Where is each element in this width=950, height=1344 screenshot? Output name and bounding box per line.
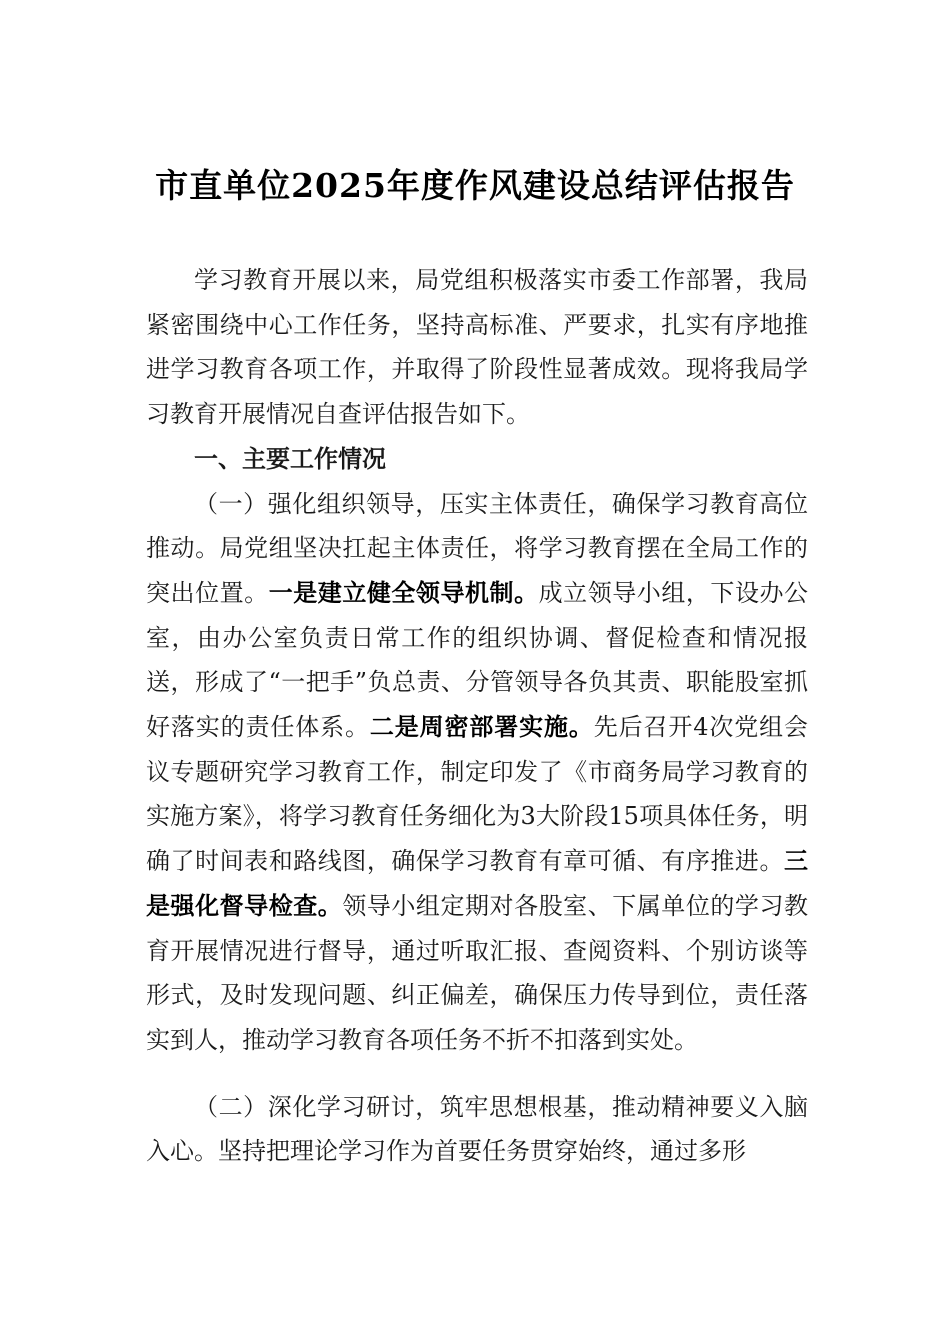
document-body [146,258,808,1174]
subsection-1-lead: （一）强化组织领导，压实主体责任，确保学习教育高位推动。局党组坚决扛起主体责任，将学习教育摆在全局工作的突出位置。 [146,489,808,607]
point-3-heading: 三是强化督导检查。 [146,847,808,920]
section-heading-main-work: 一、主要工作情况 [194,444,386,473]
point-3-text: 领导小组定期对各股室、下属单位的学习教育开展情况进行督导，通过听取汇报、查阅资料、个别访谈等形式，及时发现问题、纠正偏差，确保压力传导到位，责任落实到人，推动学习教育各项任务不折不扣落到实处。 [146,891,809,1054]
subsection-2-lead: （二）深化学习研讨，筑牢思想根基，推动精神要义入脑入心。坚持把理论学习作为首要任务贯穿始终，通过多形 [146,1092,808,1166]
point-2-text: 先后召开4次党组会议专题研究学习教育工作，制定印发了《市商务局学习教育的实施方案》，将学习教育任务细化为3大阶段15项具体任务，明确了时间表和路线图，确保学习教育有章可循、有序推进。 [146,713,809,876]
intro-paragraph: 学习教育开展以来，局党组积极落实市委工作部署，我局紧密围绕中心工作任务，坚持高标准、严要求，扎实有序地推进学习教育各项工作，并取得了阶段性显著成效。现将我局学习教育开展情况自查评估报告如下。 [146,266,808,429]
document-title: 市直单位2025年度作风建设总结评估报告 [155,166,795,205]
subsection-2-paragraph [146,1085,808,1174]
point-2-heading: 二是周密部署实施。 [369,713,594,742]
paragraph-gap [146,1063,808,1085]
point-1-text: 成立领导小组，下设办公室，由办公室负责日常工作的组织协调、督促检查和情况报送，形成了“一把手”负总责、分管领导各负其责、职能股室抓好落实的责任体系。 [146,578,809,742]
point-1-heading: 一是建立健全领导机制。 [268,578,539,607]
subsection-1-paragraph [146,482,808,1063]
